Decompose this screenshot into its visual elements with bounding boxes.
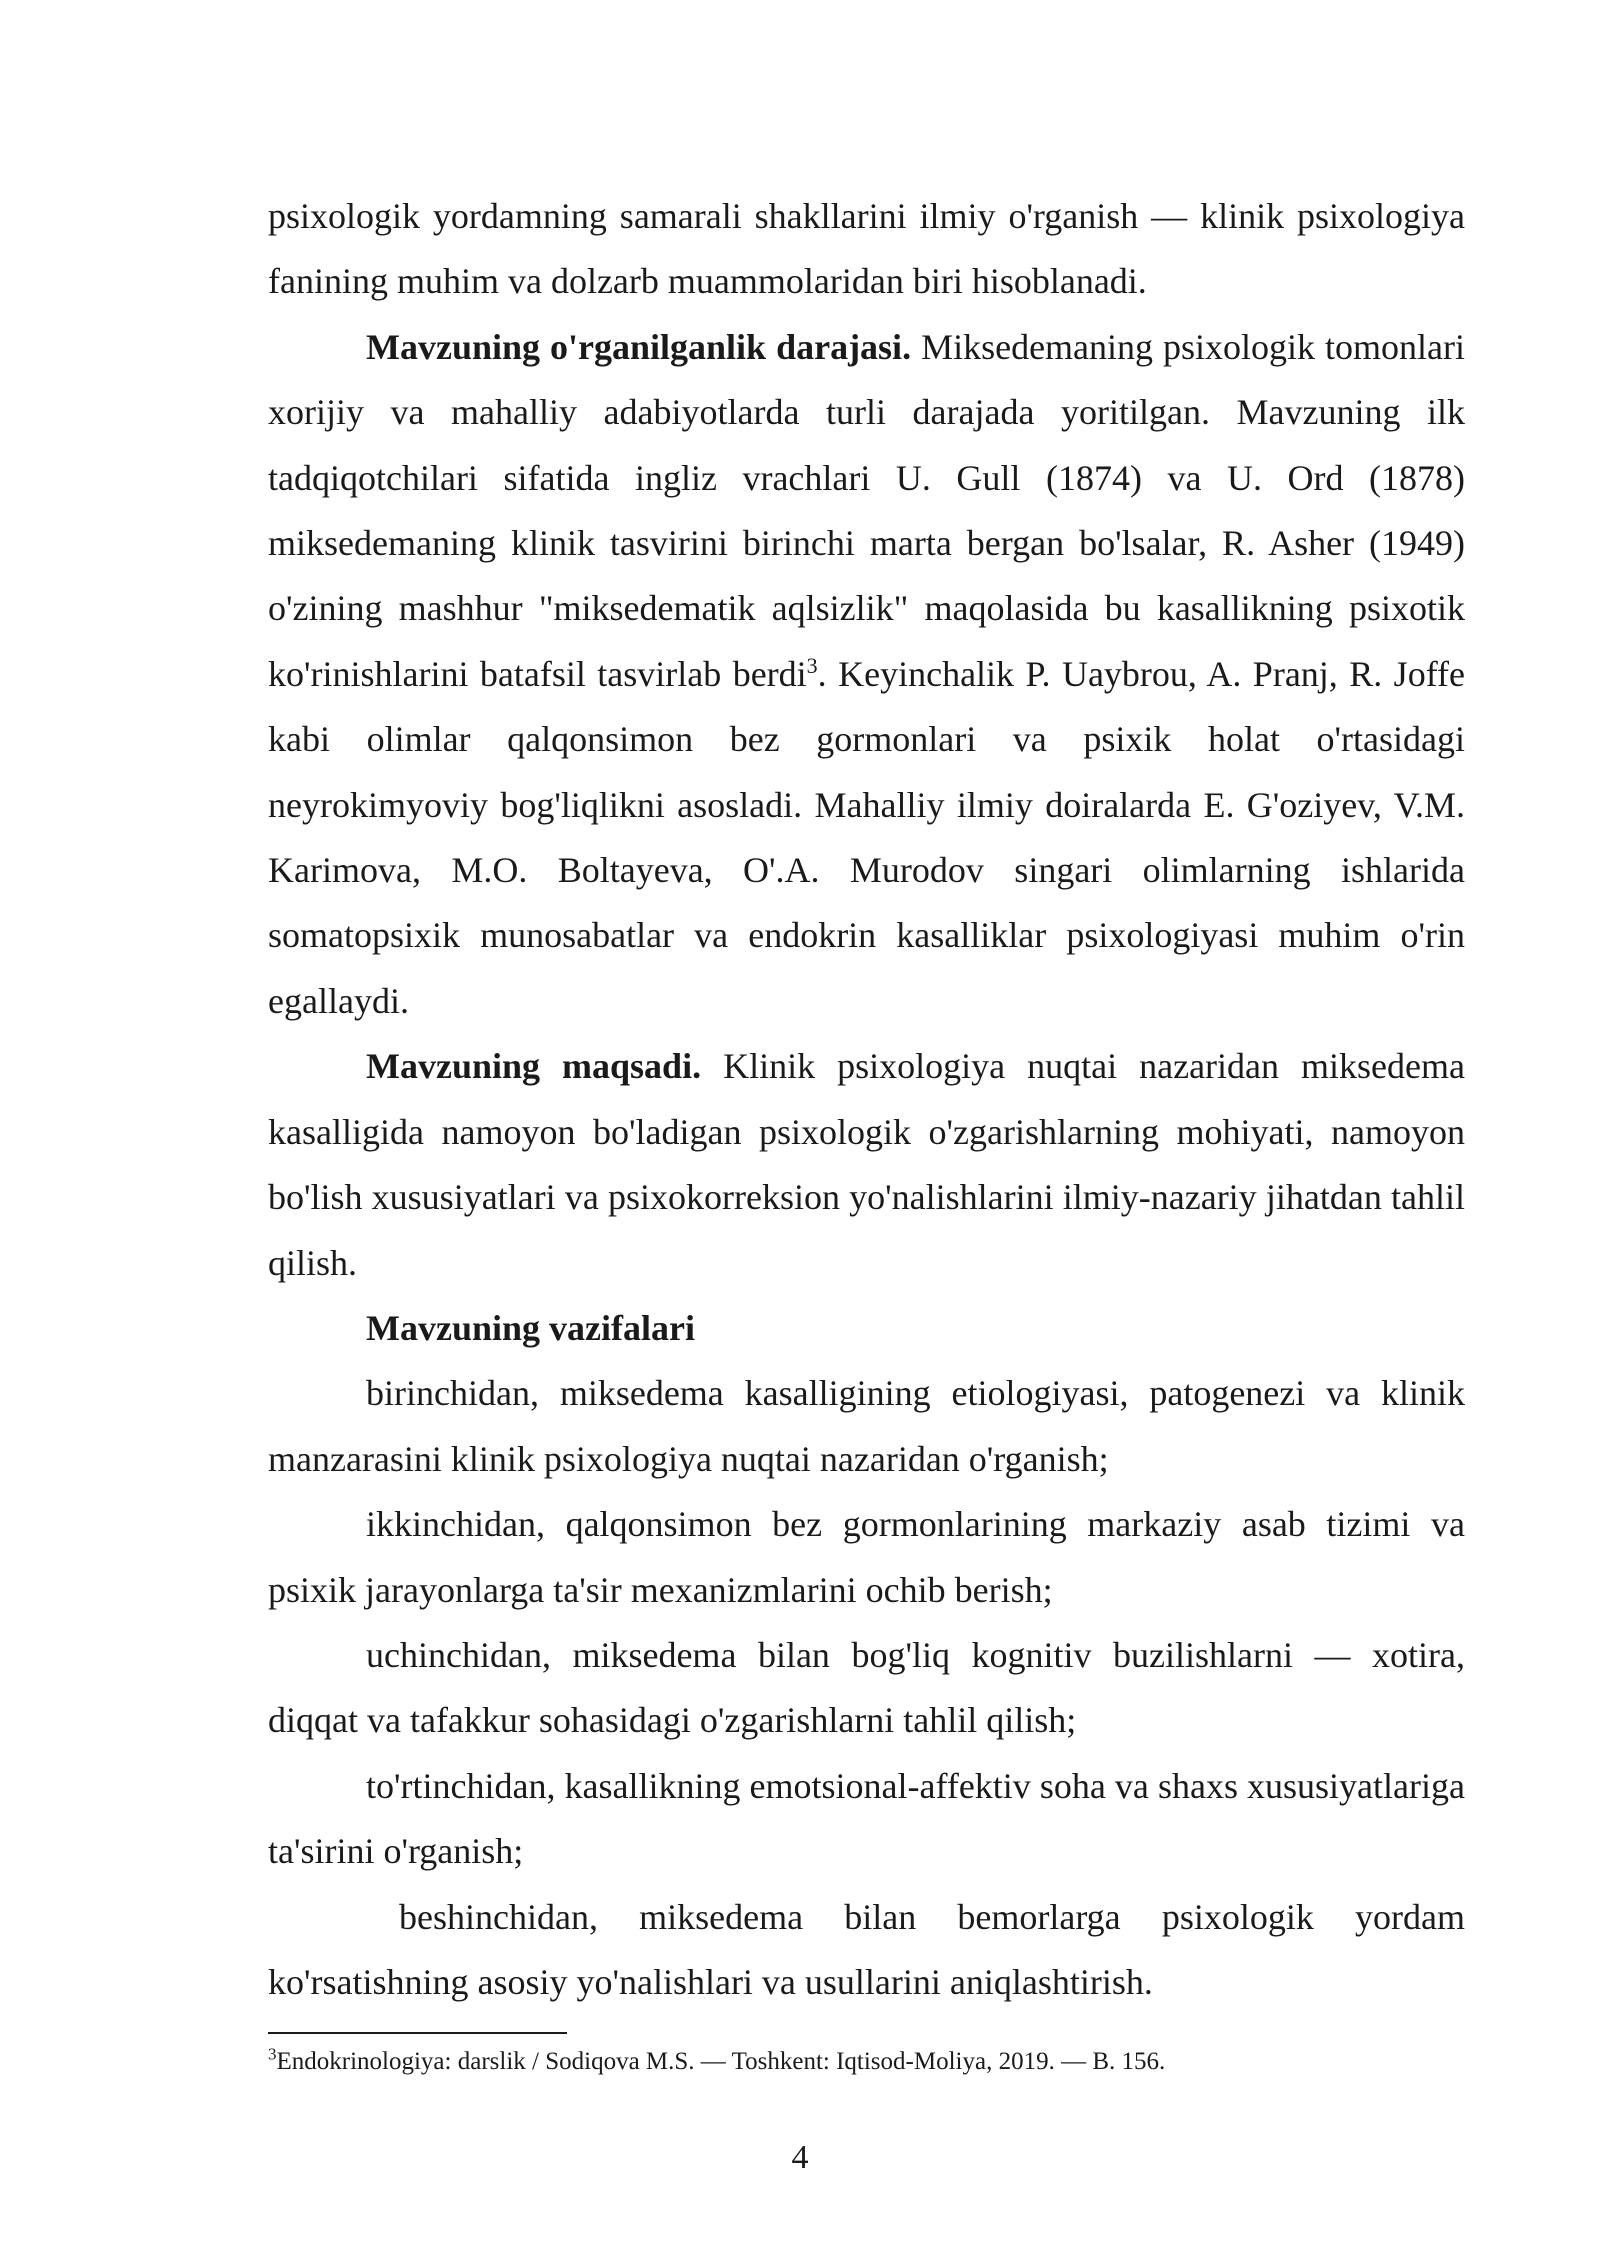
goal-paragraph <box>268 1034 1465 1296</box>
goal-text: Klinik psixologiya nuqtai nazaridan miksedema kasalligida namoyon bo'ladigan psixologik o'zgarishlarning mohiyati, namoyon bo'lish xususiyatlari va psixokorreksion yo'nalishlarini ilmiy-nazariy jihatdan tahlil qilish. <box>268 1046 1465 1283</box>
task-item: uchinchidan, miksedema bilan bog'liq kognitiv buzilishlarni — xotira, diqqat va tafakkur sohasidagi o'zgarishlarni tahlil qilish; <box>268 1634 1465 1741</box>
task-item: birinchidan, miksedema kasalligining etiologiyasi, patogenezi va klinik manzarasini klinik psixologiya nuqtai nazaridan o'rganish; <box>268 1373 1465 1479</box>
task-item: to'rtinchidan, kasallikning emotsional-affektiv soha va shaxs xususiyatlariga ta'sirini o'rganish; <box>268 1765 1465 1872</box>
intro-paragraph: psixologik yordamning samarali shakllarini ilmiy o'rganish — klinik psixologiya fanining muhim va dolzarb muammolaridan biri hisoblanadi. <box>268 196 1465 302</box>
task-item: ikkinchidan, qalqonsimon bez gormonlarining markaziy asab tizimi va psixik jarayonlarga ta'sir mexanizmlarini ochib berish; <box>268 1504 1465 1610</box>
study-level-text: Miksedemaning psixologik tomonlari xorijiy va mahalliy adabiyotlarda turli darajada yoritilgan. Mavzuning ilk tadqiqotchilari sifatida ingliz vrachlari U. Gull (1874) va U. Ord (1878) miksedemaning klinik tasvirini birinchi marta bergan bo'lsalar, R. Asher (1949) o'zining mashhur "miksedematik aqlsizlik" maqolasida bu kasallikning psixotik ko'rinishlarini batafsil tasvirlab berdi <box>268 326 1466 694</box>
tasks-heading: Mavzuning vazifalari <box>366 1307 695 1348</box>
study-level-text-continued: . Keyinchalik P. Uaybrou, A. Pranj, R. Joffe kabi olimlar qalqonsimon bez gormonlari va psixik holat o'rtasidagi neyrokimyoviy bog'liqlikni asosladi. Mahalliy ilmiy doiralarda E. G'oziyev, V.M. Karimova, M.O. Boltayeva, O'.A. Murodov singari olimlarning ishlarida somatopsixik munosabatlar va endokrin kasalliklar psixologiyasi muhim o'rin egallaydi. <box>268 653 1465 1021</box>
study-level-heading: Mavzuning o'rganilganlik darajasi. <box>366 326 912 367</box>
goal-heading: Mavzuning maqsadi. <box>366 1046 702 1087</box>
footnote-text: Endokrinologiya: darslik / Sodiqova M.S. — Toshkent: Iqtisod-Moliya, 2019. — B. 156. <box>276 2048 1166 2075</box>
study-level-paragraph <box>268 315 1465 1034</box>
footnote-number: 3 <box>268 2044 277 2064</box>
task-item: beshinchidan, miksedema bilan bemorlarga psixologik yordam ko'rsatishning asosiy yo'nalishlari va usullarini aniqlashtirish. <box>268 1896 1465 2002</box>
footnote-separator <box>268 2032 567 2034</box>
footnote <box>268 2042 1465 2082</box>
page-number: 4 <box>791 2139 809 2176</box>
footnote-reference[interactable]: 3 <box>806 652 818 678</box>
body-text <box>268 184 1465 2015</box>
